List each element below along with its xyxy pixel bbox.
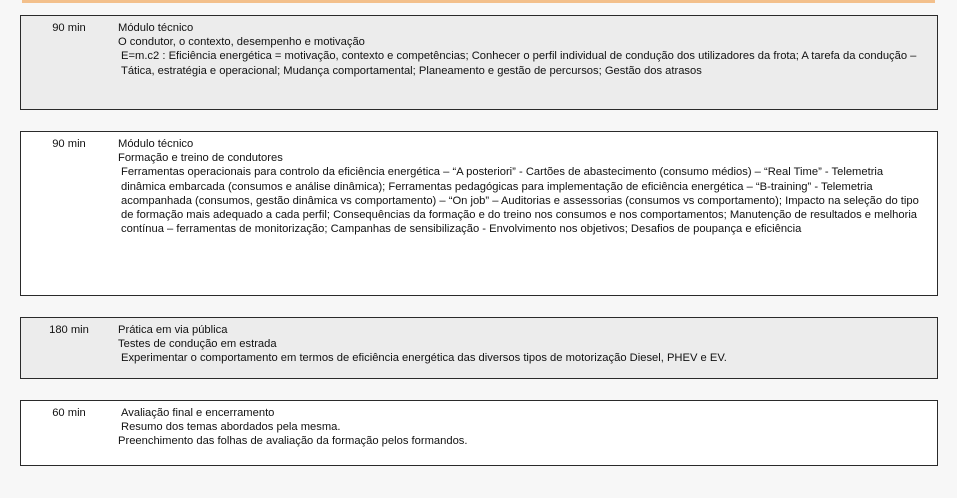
block-content [118, 406, 929, 449]
module-description: Experimentar o comportamento em termos de eficiência energética das diversos tipos de motorização Diesel, PHEV e EV. [121, 352, 727, 365]
module-subtitle: Formação e treino de condutores [118, 152, 283, 165]
module-title: Módulo técnico [118, 138, 194, 150]
top-accent-line [22, 0, 935, 3]
module-subtitle: Resumo dos temas abordados pela mesma. [121, 421, 341, 434]
schedule-block-2 [20, 131, 938, 296]
module-description: Preenchimento das folhas de avaliação da formação pelos formandos. [118, 435, 468, 448]
duration-label: 90 min [52, 138, 86, 150]
schedule-block-3 [20, 317, 938, 379]
duration-label: 60 min [52, 407, 86, 419]
module-description: Ferramentas operacionais para controlo da eficiência energética – “A posteriori” - Cartões de abastecimento (consumo médios) – “Real Time” - Telemetria dinâmica embarcada (consumos e análise dinâmica); Ferramentas pedagógicas para implementação de eficiência energética – “B-training” - Telemetria acompanhada (consumos, gestão dinâmica vs comportamento) – “On job” – Auditorias e assessorias (consumos vs comportamento); Impacto na seleção do tipo de formação mais adequado a cada perfil; Consequências da formação e do treino nos consumos e nos comportamentos; Manutenção de resultados e melhoria contínua – ferramentas de monitorização; Campanhas de sensibilização - Envolvimento nos objetivos; Desafios de poupança e eficiência [121, 166, 919, 236]
module-subtitle: Testes de condução em estrada [118, 338, 277, 351]
module-title: Prática em via pública [118, 324, 228, 336]
module-title: Avaliação final e encerramento [121, 407, 275, 419]
block-content [118, 137, 929, 236]
module-subtitle: O condutor, o contexto, desempenho e motivação [118, 36, 365, 49]
duration-label: 180 min [49, 324, 89, 336]
schedule-block-4 [20, 400, 938, 466]
duration-label: 90 min [52, 22, 86, 34]
block-content [118, 21, 929, 78]
block-content [118, 323, 929, 366]
schedule-block-1 [20, 15, 938, 110]
module-title: Módulo técnico [118, 22, 194, 34]
module-description: E=m.c2 : Eficiência energética = motivação, contexto e competências; Conhecer o perfil individual de condução dos utilizadores da frota; A tarefa da condução – Tática, estratégia e operacional; Mudança comportamental; Planeamento e gestão de percursos; Gestão dos atrasos [121, 50, 917, 77]
